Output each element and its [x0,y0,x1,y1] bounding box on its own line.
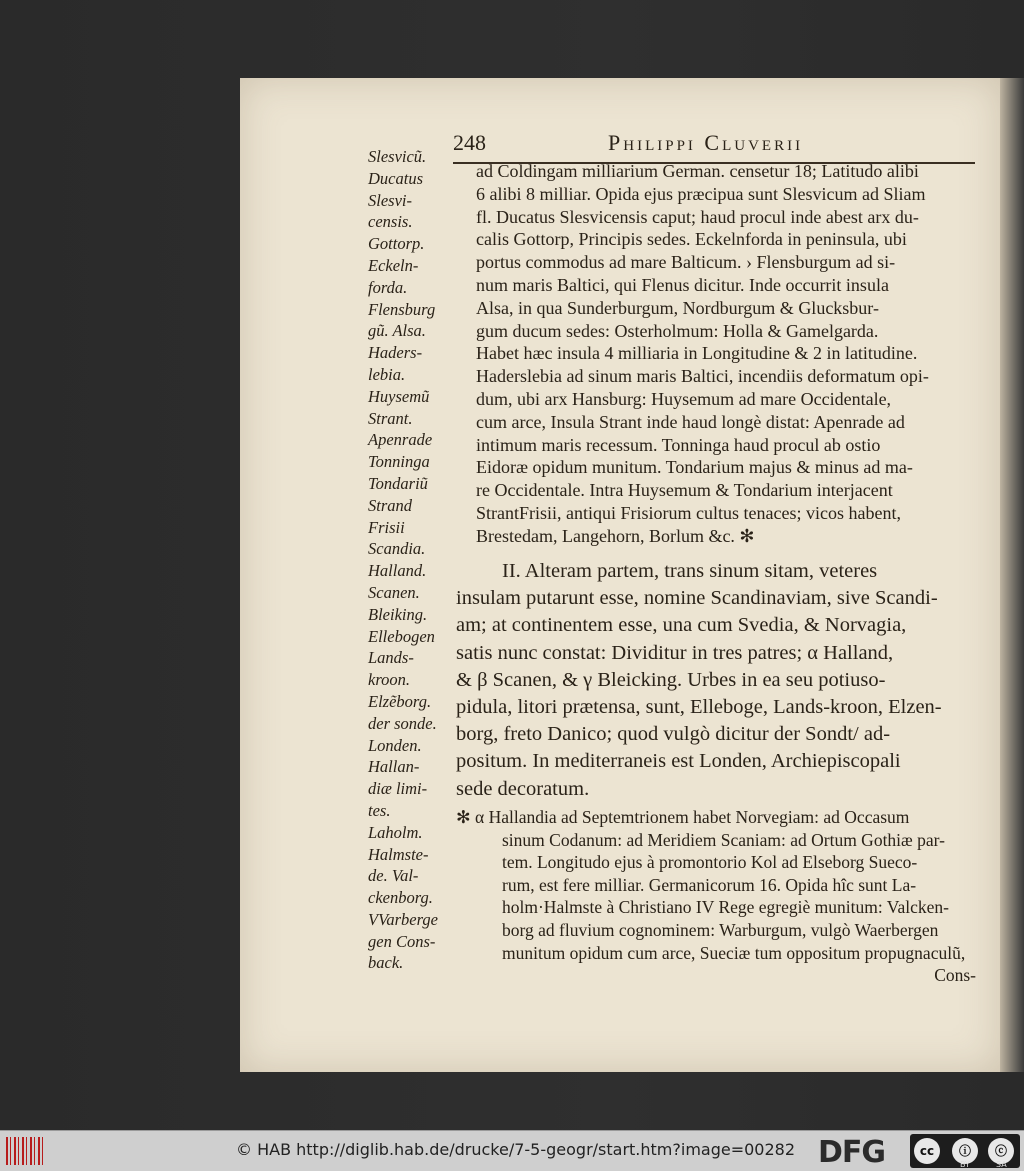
margin-note: back. [368,953,404,973]
viewer-footer [0,1130,1024,1171]
margin-note: gũ. Alsa. [368,321,426,341]
margin-note: Scandia. [368,539,426,559]
running-head: Philippi Cluverii [608,130,804,155]
text-line: satis nunc constat: Dividitur in tres patres; α Halland, [456,641,894,664]
margin-note: Slesvicũ. [368,147,427,166]
margin-note: Strant. [368,408,413,428]
page-header [453,130,973,162]
margin-note: Halmste- [368,844,429,864]
margin-note: censis. [368,212,413,232]
text-line: Alsa, in qua Sunderburgum, Nordburgum & Glucksbur- [476,297,879,318]
margin-note: forda. [368,277,408,297]
margin-notes [368,146,458,974]
dfg-logo: DFG [818,1135,886,1170]
margin-note: Eckeln- [368,255,419,275]
by-icon: ⓘ [952,1138,978,1164]
margin-note: Huysemũ [368,386,430,406]
margin-note: der sonde. [368,713,437,733]
text-line: Haderslebia ad sinum maris Baltici, incendiis deformatum opi- [476,366,929,387]
margin-note: Elzẽborg. [368,691,432,711]
margin-note: gen Cons- [368,931,436,951]
sa-icon: ⓒ [988,1138,1014,1164]
page-number: 248 [453,130,486,155]
margin-note: Tondariũ [368,473,428,493]
margin-note: Lands- [368,648,414,668]
margin-note: Strand [368,495,413,515]
text-line: tem. Longitudo ejus à promontorio Kol ad Elseborg Sueco- [502,852,918,873]
page-edge [1000,78,1024,1072]
text-line: calis Gottorp, Principis sedes. Eckelnforda in peninsula, ubi [476,229,907,250]
source-credit[interactable]: © HAB http://diglib.hab.de/drucke/7-5-geogr/start.htm?image=00282 [236,1140,796,1159]
license-badge[interactable] [910,1134,1020,1168]
margin-note: Tonninga [368,452,430,472]
margin-note: Apenrade [368,430,433,450]
sa-label: SA [996,1160,1007,1169]
text-line: cum arce, Insula Strant inde haud longè distat: Apenrade ad [476,411,905,432]
margin-note: lebia. [368,364,406,384]
margin-note: diæ limi- [368,779,428,799]
margin-note: Slesvi- [368,190,412,210]
text-line: II. Alteram partem, trans sinum sitam, veteres [502,560,878,582]
text-line: num maris Baltici, qui Flenus dicitur. Inde occurrit insula [476,274,889,295]
text-line: sede decoratum. [456,777,590,800]
text-line: am; at continentem esse, una cum Svedia, & Norvagia, [456,614,907,637]
text-line: intimum maris recessum. Tonninga haud procul ab ostio [476,434,881,455]
margin-note: Bleiking. [368,604,428,624]
paragraph-2 [456,558,976,803]
text-line: positum. In mediterraneis est Londen, Archiepiscopali [456,750,901,773]
text-line: sinum Codanum: ad Meridiem Scaniam: ad Ortum Gothiæ par- [502,829,945,850]
text-line: pidula, litori prætensa, sunt, Elleboge, Lands-kroon, Elzen- [456,695,942,718]
cc-icon: cc [914,1138,940,1164]
text-line: borg, freto Danico; quod vulgò dicitur der Sondt/ ad- [456,723,891,746]
margin-note: Laholm. [368,822,423,842]
margin-note: kroon. [368,670,411,690]
margin-note: Londen. [368,735,422,755]
text-line: ✻ α Hallandia ad Septemtrionem habet Norvegiam: ad Occasum [456,807,910,827]
text-line: munitum opidum cum arce, Sueciæ tum oppositum propugnaculũ, [502,942,966,963]
text-line: dum, ubi arx Hansburg: Huysemum ad mare Occidentale, [476,388,892,409]
text-line: insulam putarunt esse, nomine Scandinaviam, sive Scandi- [456,587,938,610]
margin-note: ckenborg. [368,888,433,908]
text-line: Eidoræ opidum munitum. Tondarium majus & minus ad ma- [476,457,913,478]
margin-note: Ducatus [368,168,423,188]
margin-note: Ellebogen [368,626,435,646]
barcode-icon [6,1137,46,1165]
margin-note: Gottorp. [368,234,425,254]
margin-note: Scanen. [368,582,420,602]
text-line: Cons- [934,965,976,986]
text-line: & β Scanen, & γ Bleicking. Urbes in ea seu potiuso- [456,668,886,691]
text-line: re Occidentale. Intra Huysemum & Tondarium interjacent [476,480,893,501]
margin-note: Halland. [368,561,427,581]
by-label: BY [960,1160,970,1169]
text-line: StrantFrisii, antiqui Frisiorum cultus tenaces; vicos habent, [476,502,901,523]
text-line: portus commodus ad mare Balticum. › Flensburgum ad si- [476,252,896,273]
text-line: 6 alibi 8 milliar. Opida ejus præcipua sunt Slesvicum ad Sliam [476,183,926,204]
text-line: fl. Ducatus Slesvicensis caput; haud procul inde abest arx du- [476,206,919,227]
margin-note: Flensburg [368,299,436,319]
text-line: borg ad fluvium cognominem: Warburgum, vulgò Waerbergen [502,919,939,940]
text-line: gum ducum sedes: Osterholmum: Holla & Gamelgarda. [476,320,879,341]
margin-note: Hallan- [368,757,420,777]
text-line: rum, est fere milliar. Germanicorum 16. Opida hîc sunt La- [502,874,917,895]
text-line: Habet hæc insula 4 milliaria in Longitudine & 2 in latitudine. [476,343,918,364]
paragraph-3 [456,806,976,987]
text-line: holm·Halmste à Christiano IV Rege egregiè munitum: Valcken- [502,897,949,918]
margin-note: Frisii [368,517,405,537]
margin-note: tes. [368,800,391,820]
paragraph-1 [476,160,976,548]
margin-note: Haders- [368,343,423,363]
margin-note: VVarberge [368,909,438,929]
text-line: ad Coldingam milliarium German. censetur 18; Latitudo alibi [476,161,919,181]
text-line: Brestedam, Langehorn, Borlum &c. ✻ [476,525,755,546]
margin-note: de. Val- [368,866,419,886]
